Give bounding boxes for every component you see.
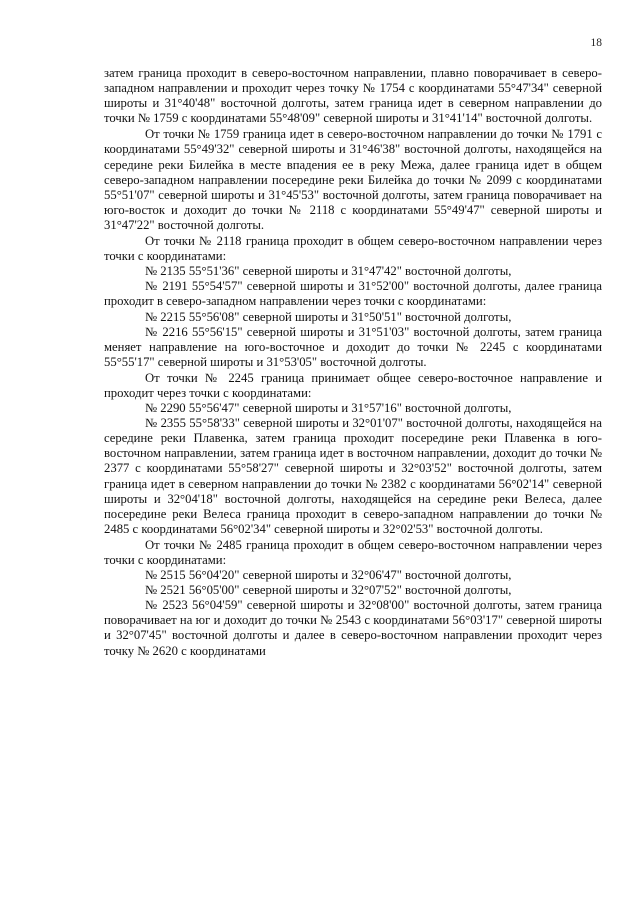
coordinate-line-2135: № 2135 55°51'36" северной широты и 31°47'42" восточной долготы,	[145, 264, 512, 279]
coordinate-line-2523: № 2523 56°04'59" северной широты и 32°08'00" восточной долготы, затем граница поворачивает на юг и доходит до точки № 2543 с координатами 56°03'17" северной широты и 32°07'45" восточной долготы и далее в северо-восточном направлении проходит через точку № 2620 с координатами	[104, 598, 602, 658]
paragraph-3: От точки № 2118 граница проходит в общем северо-восточном направлении через точки с координатами:	[104, 234, 602, 264]
coordinate-line-2216: № 2216 55°56'15" северной широты и 31°51'03" восточной долготы, затем граница меняет направление на юго-восточное и доходит до точки № 2245 с координатами 55°55'17" северной широты и 31°53'05" восточной долготы.	[104, 324, 602, 369]
coordinate-line-2191: № 2191 55°54'57" северной широты и 31°52'00" восточной долготы, далее граница проходит в северо-западном направлении через точки с координатами:	[104, 279, 602, 309]
coordinate-line-2521: № 2521 56°05'00" северной широты и 32°07'52" восточной долготы,	[145, 583, 512, 598]
paragraph-1: затем граница проходит в северо-восточном направлении, плавно поворачивает в северо-западном направлении и проходит через точку № 1754 с координатами 55°47'34" северной широты и 31°40'48" восточной долготы, затем граница идет в северном направлении до точки № 1759 с координатами 55°48'09" северной широты и 31°41'14" восточной долготы.	[104, 66, 602, 126]
page-number: 18	[590, 37, 602, 49]
coordinate-line-2515: № 2515 56°04'20" северной широты и 32°06'47" восточной долготы,	[145, 568, 512, 583]
paragraph-5: От точки № 2485 граница проходит в общем северо-восточном направлении через точки с координатами:	[104, 537, 602, 567]
coordinate-line-2355: № 2355 55°58'33" северной широты и 32°01'07" восточной долготы, находящейся на середине реки Плавенка, затем граница проходит посередине реки Плавенка в юго-восточном направлении, затем граница идет в восточном направлении, доходит до точки № 2377 с координатами 55°58'27" северной широты и 32°03'52" восточной долготы, затем граница идет в северном направлении до точки № 2382 с координатами 56°02'14" северной широты и 32°04'18" восточной долготы, находящейся на середине реки Велеса, далее посередине реки Велеса граница проходит в северо-западном направлении до точки № 2485 с координатами 56°02'34" северной широты и 32°02'53" восточной долготы.	[104, 416, 602, 536]
coordinate-line-2215: № 2215 55°56'08" северной широты и 31°50'51" восточной долготы,	[145, 309, 512, 324]
document-body	[104, 66, 602, 659]
coordinate-line-2290: № 2290 55°56'47" северной широты и 31°57'16" восточной долготы,	[145, 401, 512, 416]
paragraph-4: От точки № 2245 граница принимает общее северо-восточное направление и проходит через точки с координатами:	[104, 370, 602, 400]
paragraph-2: От точки № 1759 граница идет в северо-восточном направлении до точки № 1791 с координатами 55°49'32" северной широты и 31°46'38" восточной долготы, находящейся на середине реки Билейка в месте впадения ее в реку Межа, далее граница идет в общем северо-западном направлении посередине реки Билейка до точки № 2099 с координатами 55°51'07" северной широты и 31°45'53" восточной долготы, затем граница поворачивает на юго-восток и доходит до точки № 2118 с координатами 55°49'47" северной широты и 31°47'22" восточной долготы.	[104, 127, 602, 232]
